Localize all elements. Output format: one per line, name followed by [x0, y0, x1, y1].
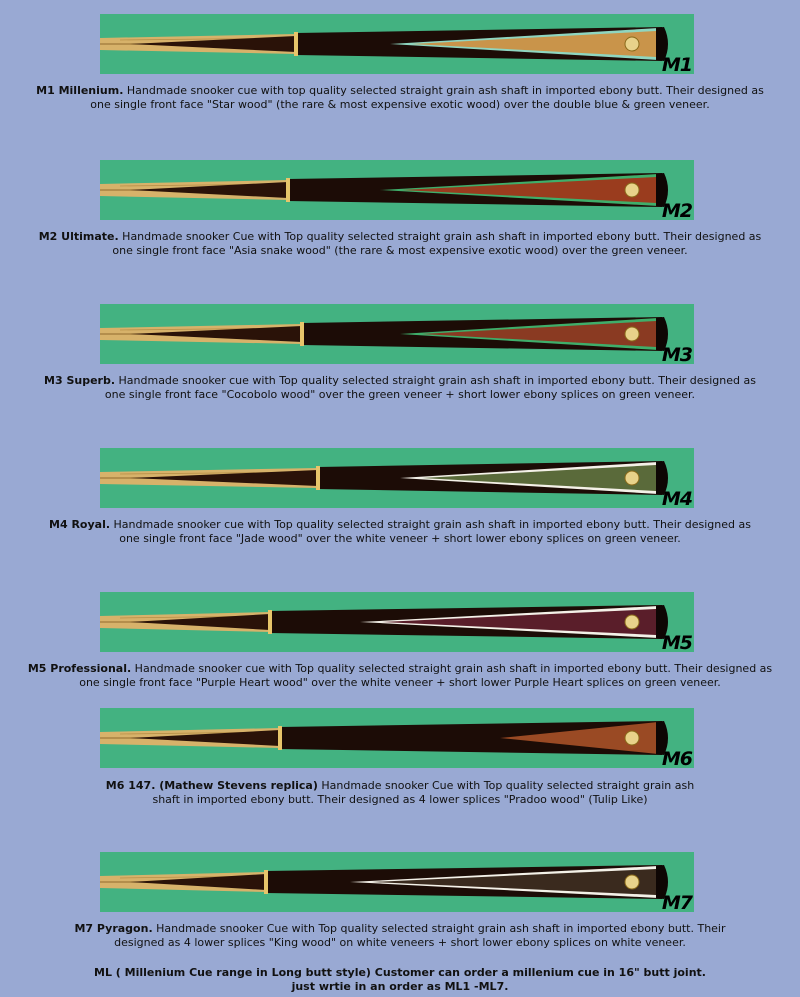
- cue-illustration: [100, 160, 694, 220]
- cue-name: M3 Superb.: [44, 374, 116, 387]
- cue-description-line: designed as 4 lower splices "King wood" on white veneers + short lower ebony splices on white veneer.: [114, 936, 686, 949]
- cue-joint-ring: [286, 178, 290, 202]
- ml-range-note: [0, 966, 800, 994]
- cue-joint-ring: [294, 32, 298, 56]
- cue-butt-badge-icon: [625, 327, 639, 341]
- cue-name: M7 Pyragon.: [74, 922, 153, 935]
- cue-joint-ring: [264, 870, 268, 894]
- cue-description-line: Handmade snooker Cue with Top quality selected straight grain ash: [317, 779, 695, 792]
- cue-joint-ring: [300, 322, 304, 346]
- cue-name: M5 Professional.: [27, 662, 132, 675]
- cue-name: M1 Millenium.: [36, 84, 124, 97]
- cue-model-badge: M6: [661, 748, 692, 770]
- cue-butt-badge-icon: [625, 37, 639, 51]
- cue-image-m1: [100, 14, 694, 74]
- cue-image-m5: [100, 592, 694, 652]
- cue-illustration: [100, 592, 694, 652]
- cue-butt-badge-icon: [625, 183, 639, 197]
- ml-range-line: just wrtie in an order as ML1 -ML7.: [291, 980, 509, 993]
- cue-description-m3: [0, 374, 800, 402]
- cue-description-line: one single front face "Cocobolo wood" over the green veneer + short lower ebony splices on green veneer.: [104, 388, 696, 401]
- cue-description-line: one single front face "Jade wood" over the white veneer + short lower ebony splices on green veneer.: [119, 532, 681, 545]
- cue-name: M4 Royal.: [49, 518, 111, 531]
- cue-description-m2: [0, 230, 800, 258]
- cue-description-line: Handmade snooker cue with Top quality selected straight grain ash shaft in imported ebony butt. Their designed as: [131, 662, 773, 675]
- cue-image-m4: [100, 448, 694, 508]
- ml-range-line: ML ( Millenium Cue range in Long butt style) Customer can order a millenium cue in 16" butt joint.: [94, 966, 706, 979]
- cue-image-m3: [100, 304, 694, 364]
- cue-description-m6: [0, 779, 800, 807]
- cue-description-line: Handmade snooker cue with Top quality selected straight grain ash shaft in imported ebony butt. Their designed as: [115, 374, 756, 387]
- cue-butt-badge-icon: [625, 731, 639, 745]
- cue-description-line: one single front face "Asia snake wood" (the rare & most expensive exotic wood) over the green veneer.: [112, 244, 688, 257]
- cue-description-line: one single front face "Star wood" (the rare & most expensive exotic wood) over the double blue & green veneer.: [90, 98, 710, 111]
- cue-joint-ring: [278, 726, 282, 750]
- cue-model-badge: M3: [661, 344, 692, 366]
- cue-description-m7: [0, 922, 800, 950]
- cue-description-m4: [0, 518, 800, 546]
- cue-butt-badge-icon: [625, 615, 639, 629]
- cue-image-m7: [100, 852, 694, 912]
- cue-description-line: Handmade snooker cue with top quality selected straight grain ash shaft in imported ebony butt. Their designed as: [123, 84, 764, 97]
- cue-illustration: [100, 448, 694, 508]
- cue-description-line: Handmade snooker Cue with Top quality selected straight grain ash shaft in imported ebony butt. Their: [152, 922, 726, 935]
- cue-image-m6: [100, 708, 694, 768]
- cue-joint-ring: [268, 610, 272, 634]
- cue-model-badge: M2: [661, 200, 692, 222]
- cue-description-line: Handmade snooker Cue with Top quality selected straight grain ash shaft in imported ebony butt. Their designed as: [118, 230, 762, 243]
- cue-description-line: shaft in imported ebony butt. Their designed as 4 lower splices "Pradoo wood" (Tulip Like): [152, 793, 648, 806]
- cue-model-badge: M4: [661, 488, 692, 510]
- cue-illustration: [100, 708, 694, 768]
- cue-description-m1: [0, 84, 800, 112]
- cue-name: M2 Ultimate.: [38, 230, 119, 243]
- cue-illustration: [100, 852, 694, 912]
- cue-illustration: [100, 14, 694, 74]
- cue-name: M6 147. (Mathew Stevens replica): [105, 779, 318, 792]
- cue-butt-badge-icon: [625, 875, 639, 889]
- cue-description-line: one single front face "Purple Heart wood" over the white veneer + short lower Purple Heart splices on green veneer.: [79, 676, 721, 689]
- cue-joint-ring: [316, 466, 320, 490]
- cue-image-m2: [100, 160, 694, 220]
- cue-description-line: Handmade snooker cue with Top quality selected straight grain ash shaft in imported ebony butt. Their designed as: [110, 518, 751, 531]
- cue-model-badge: M5: [661, 632, 692, 654]
- cue-model-badge: M1: [661, 54, 692, 76]
- cue-butt-badge-icon: [625, 471, 639, 485]
- cue-description-m5: [0, 662, 800, 690]
- cue-model-badge: M7: [661, 892, 692, 914]
- cue-illustration: [100, 304, 694, 364]
